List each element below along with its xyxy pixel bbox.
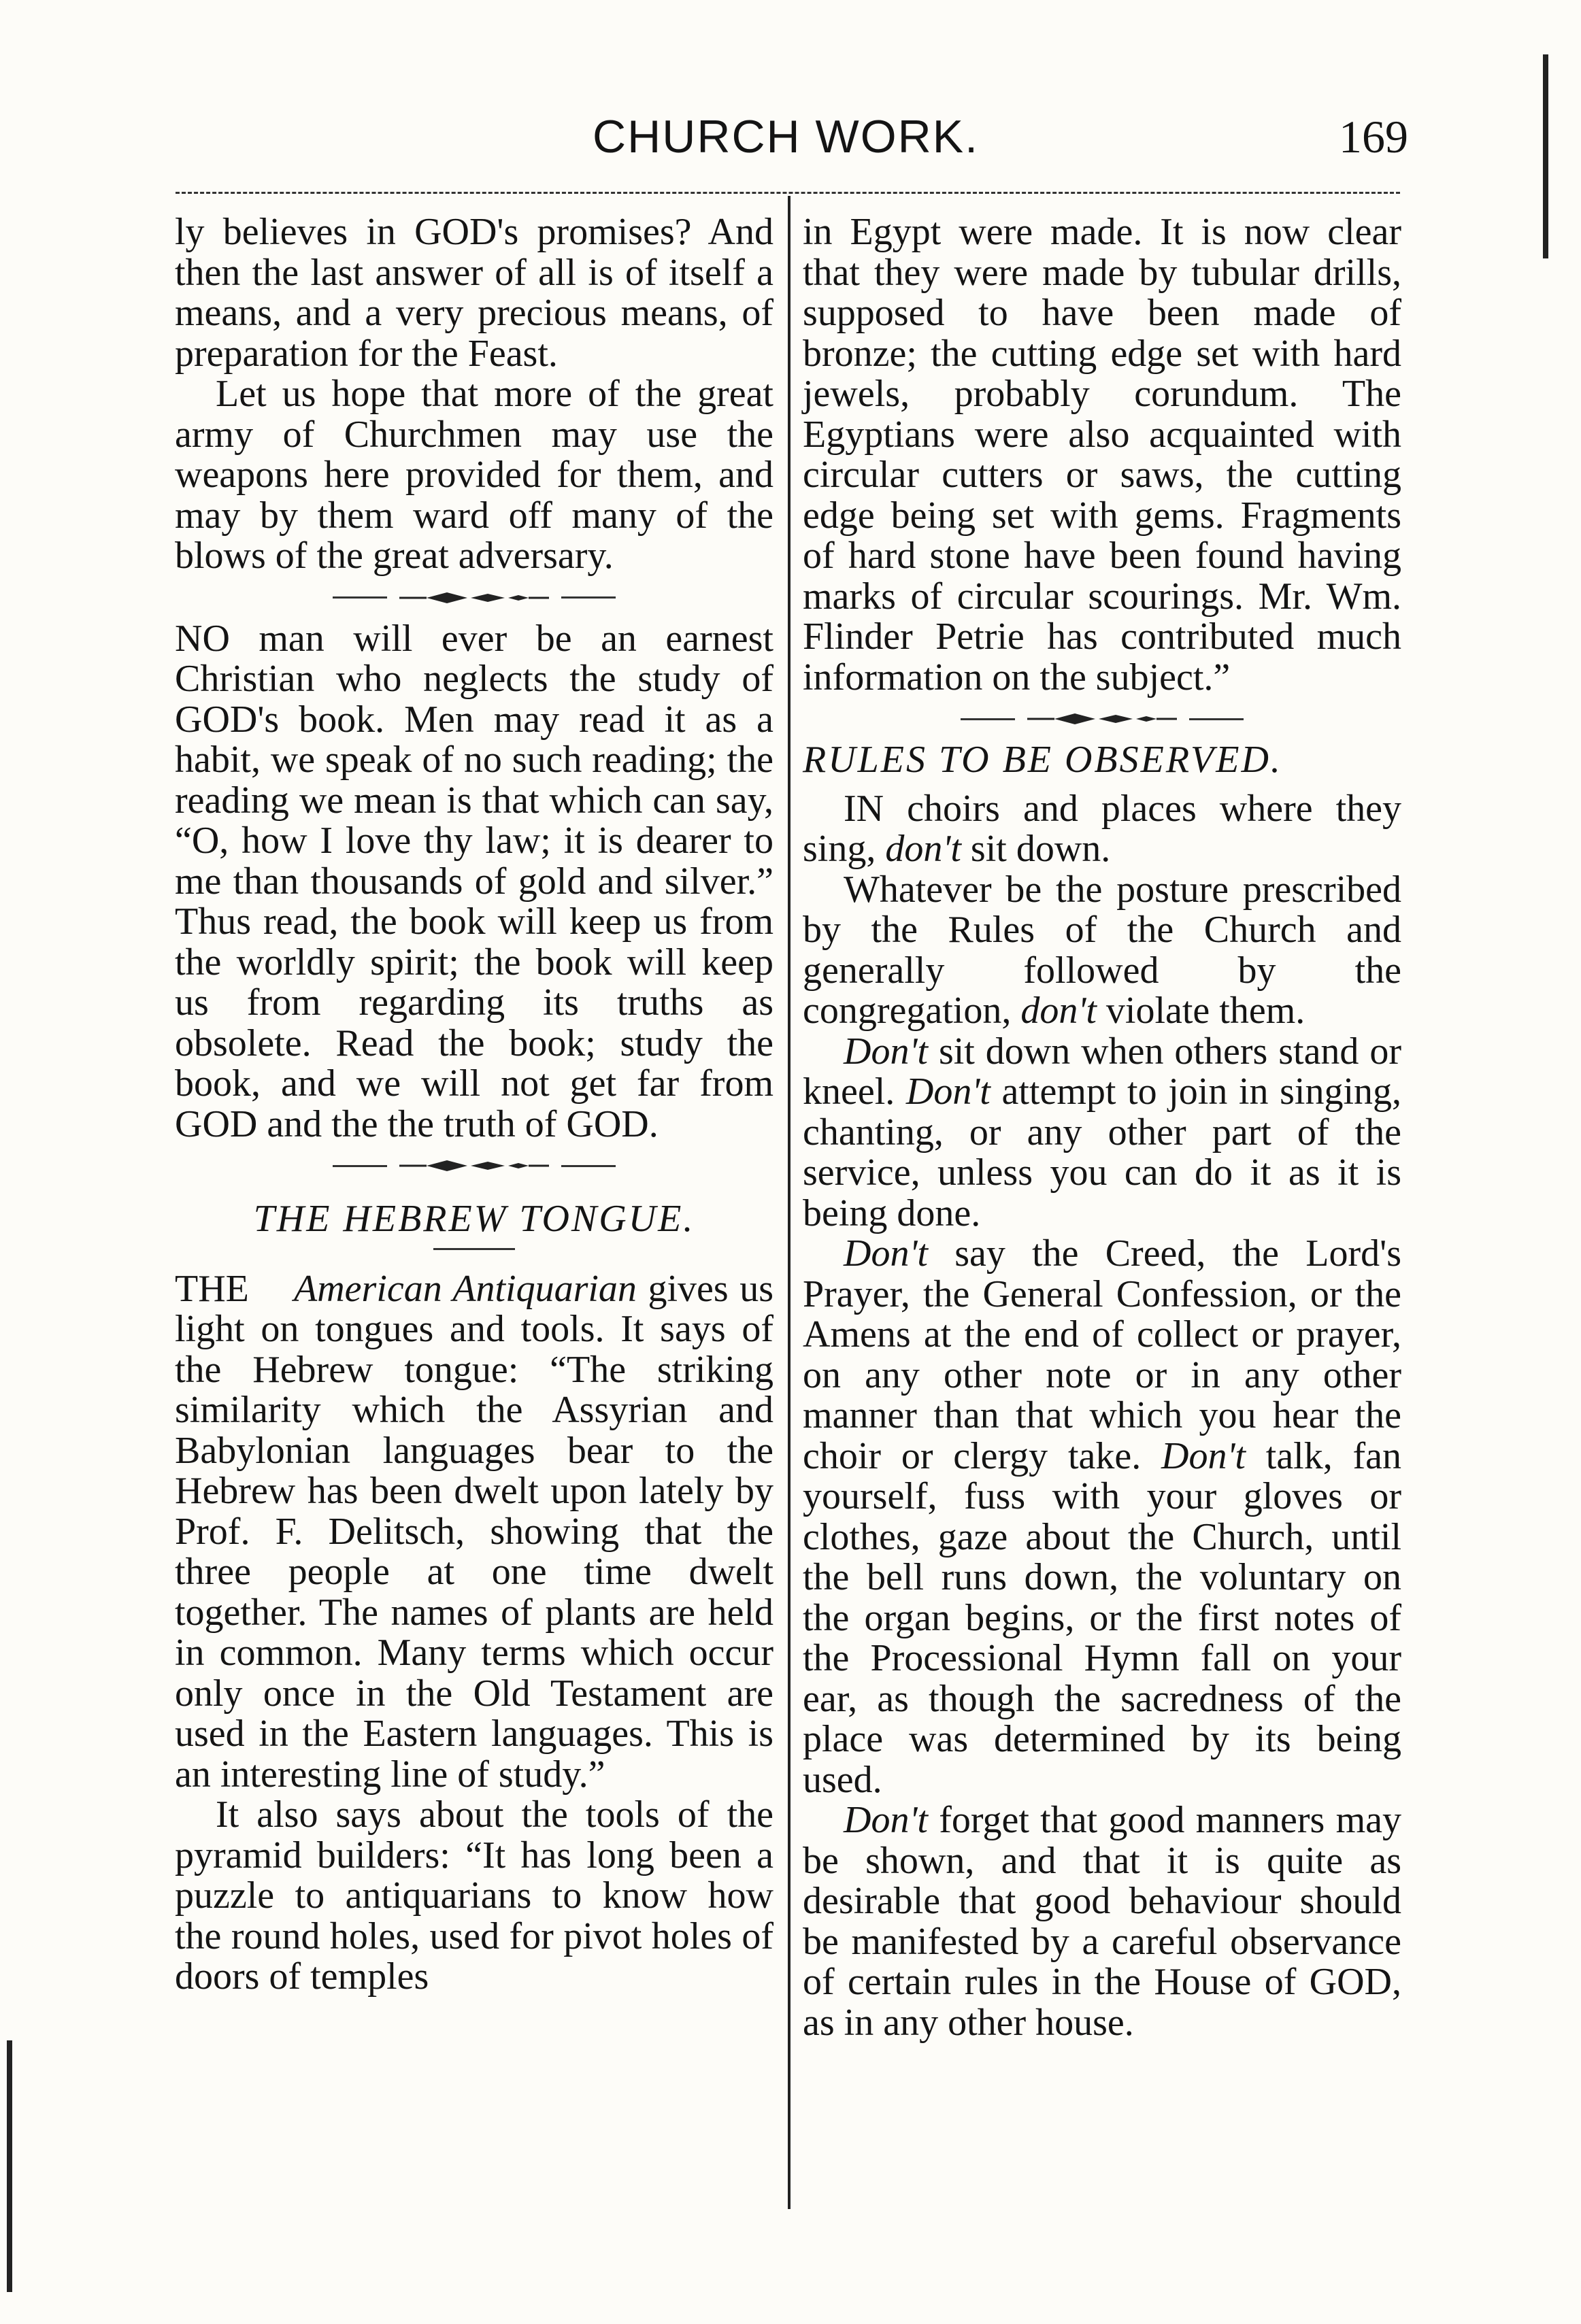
lead-word: IN [844,787,884,830]
paragraph-text: violate them. [1105,990,1305,1032]
paragraph: in Egypt were made. It is now clear that they were made by tubular drills, supposed to have been made of bronze; the cutting edge set with hard jewels, probably corundum. The Egyptians were also acquainted with circular cutters or saws, the cutting edge being set with gems. Fragments of hard stone have been found having marks of circular scourings. Mr. Wm. Flinder Petrie has contributed much information on the subject.” [803,211,1401,698]
ornament-icon [399,590,549,606]
paragraph-text: forget that good manners may be shown, and that it is quite as desirable that good behaviour should be manifested by a careful observance of certain rules in the House of GOD, as in any other house. [803,1799,1402,2044]
emphasis: Don't [844,1799,928,1841]
heading-rule [433,1248,515,1250]
ornament-icon [1027,711,1177,727]
paragraph-text: choirs and places where they sing, [803,787,1402,870]
column-divider [788,196,790,2209]
paragraph: NO man will ever be an earnest Christian who neglects the study of GOD's book. Men may read it as a habit, we speak of no such reading; the reading we mean is that which can say, “O, how I love thy law; it is dearer to me than thousands of gold and silver.” Thus read, the book will keep us from the worldly spirit; the book will keep us from regarding its truths as obsolete. Read the book; study the book, and we will not get far from GOD and the the truth of GOD. [175,617,773,1145]
paragraph [803,789,1401,870]
paragraph [803,1800,1401,2043]
section-heading: THE HEBREW TONGUE. [253,1198,695,1240]
page-number: 169 [1339,111,1408,163]
ornament-divider [803,702,1401,736]
right-column [803,212,1401,2043]
page-title: CHURCH WORK. [593,111,979,163]
paragraph [803,1032,1401,1234]
scan-edge-mark [7,2040,12,2292]
emphasis: Don't [844,1232,928,1275]
paragraph [803,1234,1401,1800]
ornament-icon [399,1158,549,1174]
lead-word: THE [175,1267,249,1310]
source-title: American Antiquarian [294,1267,637,1310]
paragraph-text: Whatever be the posture prescribed by the Rules of the Church and generally followed by the congregation, [803,868,1401,1032]
ornament-divider [175,1149,773,1183]
paragraph: It also says about the tools of the pyramid builders: “It has long been a puzzle to antiquarians to know how the round holes, used for pivot holes of doors of temples [175,1793,773,1998]
header-rule [176,192,1400,194]
running-head [163,102,1408,177]
emphasis: Don't [844,1030,928,1073]
emphasis: Don't [905,1071,991,1113]
section-heading: RULES TO BE OBSERVED. [803,739,1282,781]
paragraph-text: attempt to join in singing, chanting, or any other part of the service, unless you can do it as it is being done. [803,1071,1402,1234]
paragraph [175,1269,773,1796]
emphasis: don't [1020,990,1097,1032]
paragraph-text: talk, fan yourself, fuss with your gloves or clothes, gaze about the Church, until the bell runs down, the voluntary on the organ begins, or the first notes of the Processional Hymn fall on your ear, as though the sacredness of the place was determined by its being used. [803,1434,1402,1801]
paragraph [803,870,1401,1032]
left-column [175,212,773,1998]
ornament-divider [175,581,773,615]
paragraph-text: gives us light on tongues and tools. It says of the Hebrew tongue: “The striking similarity which the Assyrian and Babylonian languages bear to the Hebrew has been dwelt upon lately by Prof. F. Delitsch, showing that the three people at one time dwelt together. The names of plants are held in common. Many terms which occur only once in the Old Testament are used in the Eastern languages. This is an interesting line of study.” [175,1267,774,1796]
emphasis: Don't [1161,1434,1246,1477]
paragraph-text: say the Creed, the Lord's Prayer, the General Confession, or the Amens at the end of collect or prayer, on any other note or in any other manner than that which you hear the choir or clergy take. [803,1232,1401,1477]
scan-edge-mark [1543,54,1548,258]
paragraph: Let us hope that more of the great army of Churchmen may use the weapons here provided for them, and may by them ward off many of the blows of the great adversary. [175,373,773,577]
paragraph-text: sit down when others stand or kneel. [803,1030,1402,1113]
paragraph-text: sit down. [970,828,1111,870]
paragraph: ly believes in GOD's promises? And then the last answer of all is of itself a means, and a very precious means, of preparation for the Feast. [175,211,773,375]
emphasis: don't [885,828,961,870]
